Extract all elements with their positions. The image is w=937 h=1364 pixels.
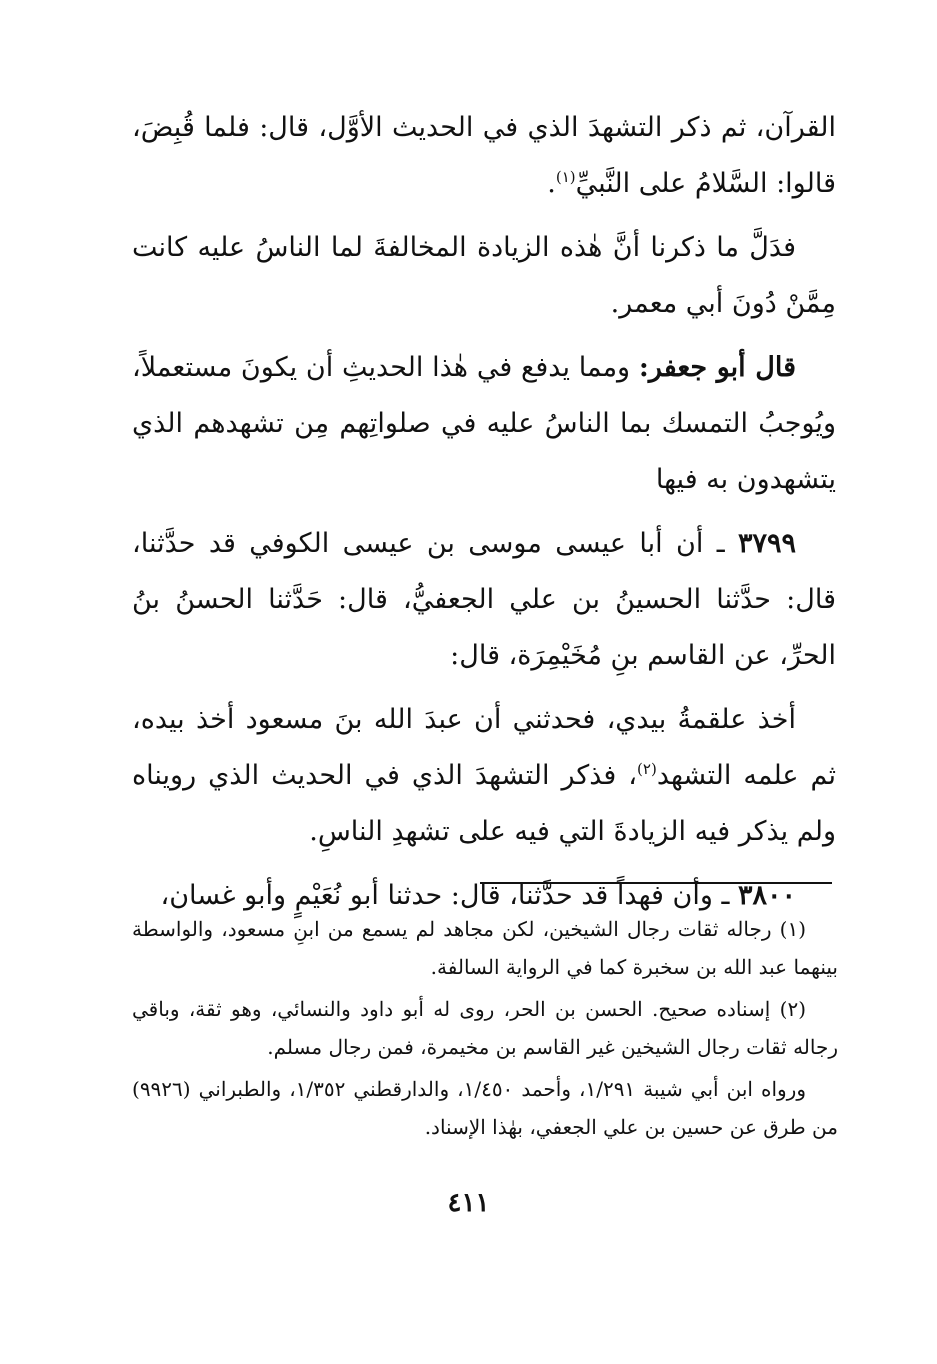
main-text — [132, 100, 836, 932]
footnote-1: (١) رجاله ثقات رجال الشيخين، لكن مجاهد لم يسمع من ابنِ مسعود، والواسطة بينهما عبد الله بن سخبرة كما في الرواية السالفة. — [132, 917, 838, 979]
footnote-reference-2[interactable]: (٢) — [637, 760, 657, 778]
footnote-2: (٢) إسناده صحيح. الحسن بن الحر، روى له أبو داود والنسائي، وهو ثقة، وباقي رجاله ثقات رجال الشيخين غير القاسم بن مخيمرة، فمن رجال مسلم. — [132, 997, 838, 1059]
hadith-3799: ٣٧٩٩ ـ أن أبا عيسى موسى بن عيسى الكوفي قد حدَّثنا، قال: حدَّثنا الحسينُ بن علي الجعفيُّ، قال: حَدَّثنا الحسنُ بنُ الحرِّ، عن القاسم بنِ مُخَيْمِرَة، قال: — [132, 528, 836, 671]
paragraph-1: القرآن، ثم ذكر التشهدَ الذي في الحديث الأوَّل، قال: فلما قُبِضَ، قالوا: السَّلامُ على النَّبيِّ$^{(١)}$. — [132, 112, 836, 199]
footnote-2-continued: ورواه ابن أبي شيبة ١/٢٩١، وأحمد ١/٤٥٠، والدارقطني ١/٣٥٢، والطبراني (٩٩٢٦) من طرق عن حسين بن علي الجعفي، بهٰذا الإسناد. — [132, 1077, 838, 1139]
footnote-reference-1[interactable]: (١) — [555, 168, 576, 186]
footnote-separator — [480, 882, 832, 884]
hadith-3800: ٣٨٠٠ ـ وأن فهداً قد حدَّثنا، قال: حدثنا أبو نُعَيْمٍ وأبو غسان، — [160, 880, 796, 911]
hadith-number: ٣٨٠٠ — [737, 880, 796, 911]
hadith-number: ٣٧٩٩ — [737, 528, 796, 559]
speaker-label: قال أبو جعفر: — [638, 352, 796, 383]
paragraph-2: فدَلَّ ما ذكرنا أنَّ هٰذه الزيادة المخالفةَ لما الناسُ عليه كانت مِمَّنْ دُونَ أبي معمر. — [132, 232, 836, 319]
paragraph-5: أخذ علقمةُ بيدي، فحدثني أن عبدَ الله بنَ مسعود أخذ بيده، ثم علمه التشهد$^{(٢)}$، فذكر التشهدَ الذي في الحديث الذي رويناه ولم يذكر فيه الزيادةَ التي فيه على تشهدِ الناسِ. — [132, 704, 836, 847]
paragraph-3: قال أبو جعفر: ومما يدفع في هٰذا الحديثِ أن يكونَ مستعملاً، ويُوجبُ التمسك بما الناسُ عليه في صلواتِهم مِن تشهدهم الذي يتشهدون به فيها — [132, 352, 836, 495]
page-number: ٤١١ — [447, 1188, 490, 1218]
footnotes — [132, 910, 838, 1150]
